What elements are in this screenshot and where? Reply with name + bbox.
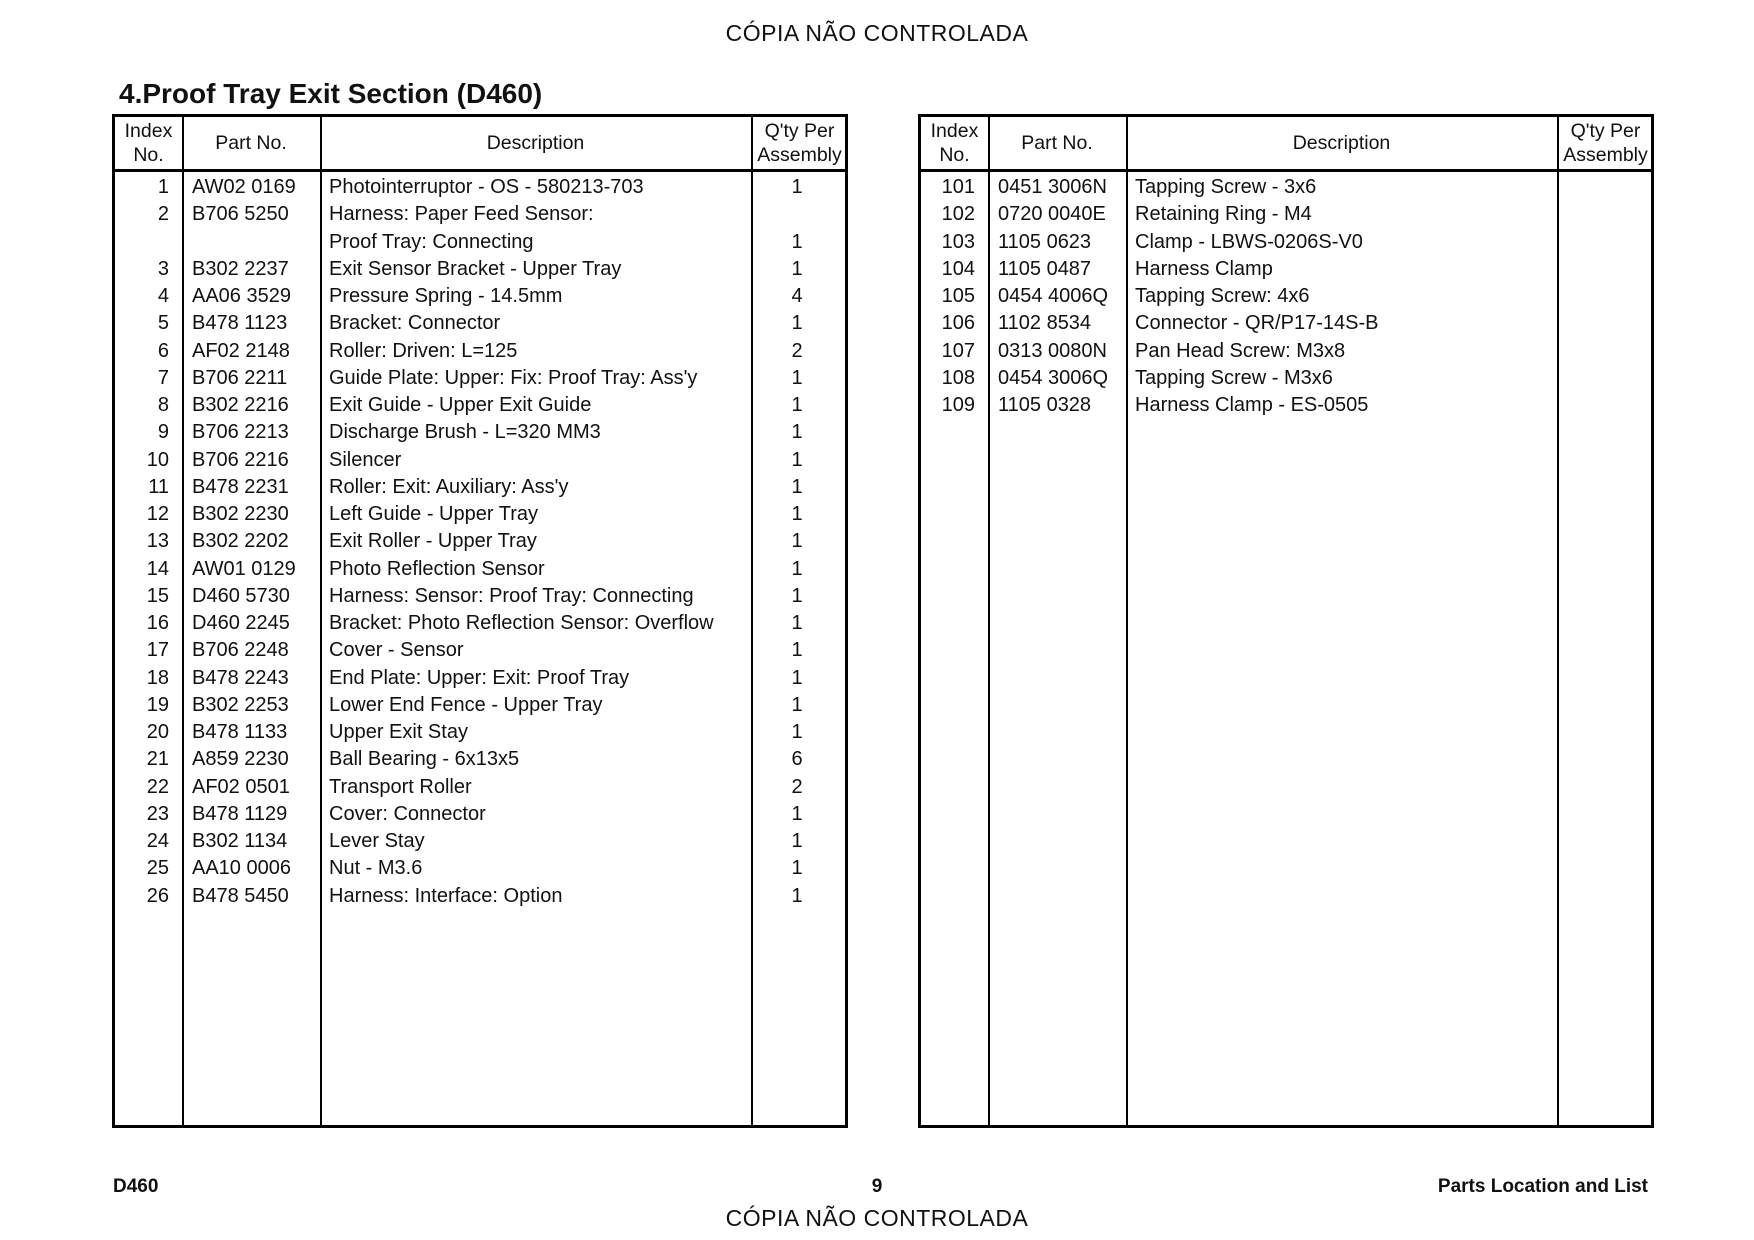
cell-qty: 1 — [791, 884, 803, 907]
cell-index: 25 — [146, 857, 169, 880]
cell-part-no: 0720 0040E — [998, 203, 1106, 226]
table-body-left — [115, 174, 845, 910]
table-row — [921, 365, 1651, 392]
cell-index: 12 — [146, 503, 169, 525]
table-row — [115, 338, 845, 365]
watermark-bottom: CÓPIA NÃO CONTROLADA — [725, 1205, 1029, 1231]
cell-qty: 2 — [791, 339, 803, 362]
cell-part-no: 0451 3006N — [998, 176, 1107, 198]
cell-qty: 1 — [791, 721, 803, 743]
table-row — [921, 392, 1651, 419]
cell-index: 3 — [157, 257, 169, 280]
table-row — [115, 174, 845, 201]
table-row — [115, 501, 845, 528]
cell-description: Exit Guide - Upper Exit Guide — [329, 394, 592, 416]
cell-index: 26 — [146, 884, 169, 907]
cell-part-no: AA06 3529 — [192, 285, 291, 307]
table-row — [115, 474, 845, 501]
cell-index: 9 — [157, 421, 169, 444]
cell-part-no: B478 1123 — [192, 312, 288, 335]
cell-qty: 1 — [791, 394, 803, 416]
cell-part-no: B302 1134 — [192, 830, 288, 852]
cell-description: Bracket: Connector — [329, 312, 501, 335]
header-qty: Q'ty Per Assembly — [757, 120, 842, 166]
cell-description: Roller: Exit: Auxiliary: Ass'y — [329, 475, 569, 498]
cell-part-no: D460 5730 — [192, 584, 290, 607]
cell-qty: 1 — [791, 666, 803, 689]
header-description: Description — [1292, 132, 1391, 154]
cell-description: Silencer — [329, 448, 402, 471]
cell-qty: 1 — [791, 584, 803, 607]
cell-index: 15 — [146, 584, 169, 607]
header-index: Index No. — [124, 120, 173, 166]
cell-description: Tapping Screw - 3x6 — [1135, 176, 1317, 198]
table-body-right — [921, 174, 1651, 419]
table-row — [115, 556, 845, 583]
table-row — [115, 855, 845, 882]
table-row — [921, 174, 1651, 201]
cell-index: 21 — [146, 748, 169, 771]
cell-index: 2 — [157, 203, 169, 226]
table-row — [115, 719, 845, 746]
cell-part-no: AF02 0501 — [192, 775, 290, 798]
cell-index: 108 — [941, 366, 975, 389]
cell-qty: 6 — [791, 748, 803, 771]
table-row — [921, 256, 1651, 283]
table-row — [115, 610, 845, 637]
cell-qty: 1 — [791, 857, 803, 880]
table-row — [115, 365, 845, 392]
cell-description: Pan Head Screw: M3x8 — [1135, 339, 1346, 362]
cell-part-no: 1105 0623 — [998, 230, 1092, 253]
cell-index: 101 — [941, 176, 975, 198]
cell-qty: 1 — [791, 557, 803, 580]
cell-part-no: B478 2231 — [192, 475, 289, 498]
table-row — [115, 665, 845, 692]
cell-qty: 1 — [791, 421, 803, 444]
cell-description: Clamp - LBWS-0206S-V0 — [1135, 230, 1363, 253]
cell-part-no: B706 2248 — [192, 639, 289, 662]
cell-qty: 1 — [791, 693, 803, 716]
cell-qty: 1 — [791, 366, 803, 389]
parts-table-right — [918, 114, 1654, 1128]
table-row — [115, 528, 845, 555]
cell-index: 8 — [157, 394, 169, 416]
cell-part-no: B706 2213 — [192, 421, 289, 444]
header-index: Index No. — [930, 120, 979, 166]
cell-index: 102 — [941, 203, 975, 226]
cell-part-no: B478 2243 — [192, 666, 289, 689]
cell-description: Harness: Paper Feed Sensor: — [329, 203, 594, 226]
table-row — [921, 338, 1651, 365]
cell-part-no: 0454 4006Q — [998, 285, 1109, 307]
table-row — [115, 801, 845, 828]
table-row — [115, 883, 845, 910]
table-row — [115, 774, 845, 801]
cell-qty: 1 — [791, 176, 803, 198]
cell-description: Pressure Spring - 14.5mm — [329, 285, 563, 307]
cell-part-no: B302 2202 — [192, 530, 289, 553]
cell-part-no: AF02 2148 — [192, 339, 290, 362]
cell-index: 10 — [146, 448, 169, 471]
table-row — [115, 746, 845, 773]
cell-part-no: B302 2237 — [192, 257, 289, 280]
cell-description: Harness Clamp - ES-0505 — [1135, 394, 1369, 416]
table-row — [921, 310, 1651, 337]
table-row — [921, 283, 1651, 310]
cell-description: Exit Roller - Upper Tray — [329, 530, 537, 553]
cell-part-no: AA10 0006 — [192, 857, 291, 880]
cell-qty: 1 — [791, 257, 803, 280]
cell-qty: 2 — [791, 775, 803, 798]
table-row — [115, 201, 845, 228]
table-row — [115, 419, 845, 446]
cell-part-no: 0313 0080N — [998, 339, 1107, 362]
cell-index: 11 — [148, 475, 169, 498]
cell-part-no: B706 2216 — [192, 448, 289, 471]
cell-part-no: 0454 3006Q — [998, 366, 1109, 389]
table-row — [921, 229, 1651, 256]
cell-description: Lever Stay — [329, 830, 425, 852]
cell-index: 5 — [157, 312, 169, 335]
cell-index: 109 — [941, 394, 975, 416]
cell-description: Connector - QR/P17-14S-B — [1135, 312, 1379, 335]
cell-qty: 1 — [791, 503, 803, 525]
cell-index: 104 — [941, 257, 975, 280]
table-row — [115, 637, 845, 664]
cell-part-no: 1105 0487 — [998, 257, 1092, 280]
cell-qty: 4 — [791, 285, 803, 307]
cell-qty: 1 — [791, 475, 803, 498]
cell-index: 24 — [146, 830, 169, 852]
cell-description: Left Guide - Upper Tray — [329, 503, 538, 525]
footer-page-number: 9 — [871, 1176, 883, 1197]
cell-index: 6 — [157, 339, 169, 362]
cell-description: Proof Tray: Connecting — [329, 230, 534, 253]
cell-index: 20 — [146, 721, 169, 743]
cell-description: Transport Roller — [329, 775, 472, 798]
cell-part-no: D460 2245 — [192, 612, 290, 634]
footer-model: D460 — [113, 1176, 159, 1197]
cell-part-no: 1102 8534 — [998, 312, 1092, 335]
page-title: 4.Proof Tray Exit Section (D460) — [119, 78, 543, 109]
cell-description: Ball Bearing - 6x13x5 — [329, 748, 520, 771]
table-row — [115, 283, 845, 310]
cell-part-no: AW02 0169 — [192, 176, 296, 198]
cell-qty: 1 — [791, 312, 803, 335]
cell-index: 13 — [146, 530, 169, 553]
cell-description: Harness Clamp — [1135, 257, 1273, 280]
cell-description: Exit Sensor Bracket - Upper Tray — [329, 257, 622, 280]
table-row — [921, 201, 1651, 228]
cell-description: Upper Exit Stay — [329, 721, 468, 743]
cell-description: Lower End Fence - Upper Tray — [329, 693, 603, 716]
table-row — [115, 692, 845, 719]
cell-description: Cover: Connector — [329, 802, 486, 825]
cell-part-no: B302 2253 — [192, 693, 289, 716]
header-part-no: Part No. — [1021, 132, 1093, 154]
cell-description: Photointerruptor - OS - 580213-703 — [329, 176, 644, 198]
cell-description: Harness: Sensor: Proof Tray: Connecting — [329, 584, 694, 607]
cell-index: 103 — [941, 230, 975, 253]
cell-description: End Plate: Upper: Exit: Proof Tray — [329, 666, 630, 689]
cell-index: 1 — [157, 176, 169, 198]
cell-description: Tapping Screw - M3x6 — [1135, 366, 1333, 389]
cell-description: Retaining Ring - M4 — [1135, 203, 1312, 226]
cell-index: 17 — [146, 639, 169, 662]
cell-index: 16 — [146, 612, 169, 634]
cell-part-no: B706 5250 — [192, 203, 289, 226]
cell-part-no: B302 2216 — [192, 394, 289, 416]
table-row — [115, 310, 845, 337]
cell-part-no: AW01 0129 — [192, 557, 296, 580]
table-row — [115, 447, 845, 474]
cell-index: 19 — [146, 693, 169, 716]
cell-part-no: B302 2230 — [192, 503, 289, 525]
cell-part-no: B706 2211 — [192, 366, 288, 389]
table-row — [115, 392, 845, 419]
table-row — [115, 583, 845, 610]
cell-qty: 1 — [791, 830, 803, 852]
cell-qty: 1 — [791, 639, 803, 662]
cell-index: 7 — [157, 366, 169, 389]
parts-table-left — [112, 114, 848, 1128]
cell-qty: 1 — [791, 530, 803, 553]
cell-qty: 1 — [791, 448, 803, 471]
table-row — [115, 256, 845, 283]
cell-description: Photo Reflection Sensor — [329, 557, 545, 580]
cell-part-no: B478 1133 — [192, 721, 288, 743]
header-qty: Q'ty Per Assembly — [1563, 120, 1648, 166]
cell-index: 105 — [941, 285, 975, 307]
table-row — [115, 229, 845, 256]
cell-qty: 1 — [791, 802, 803, 825]
cell-description: Bracket: Photo Reflection Sensor: Overflow — [329, 612, 714, 634]
cell-index: 18 — [146, 666, 169, 689]
cell-index: 106 — [941, 312, 975, 335]
cell-part-no: A859 2230 — [192, 748, 289, 771]
cell-part-no: B478 1129 — [192, 802, 288, 825]
cell-part-no: B478 5450 — [192, 884, 289, 907]
cell-description: Harness: Interface: Option — [329, 884, 563, 907]
header-divider — [921, 169, 1651, 172]
table-row — [115, 828, 845, 855]
cell-index: 107 — [941, 339, 975, 362]
cell-description: Cover - Sensor — [329, 639, 464, 662]
header-description: Description — [486, 132, 585, 154]
header-part-no: Part No. — [215, 132, 287, 154]
cell-description: Roller: Driven: L=125 — [329, 339, 518, 362]
cell-qty: 1 — [791, 612, 803, 634]
cell-index: 22 — [146, 775, 169, 798]
cell-description: Guide Plate: Upper: Fix: Proof Tray: Ass'y — [329, 366, 698, 389]
cell-description: Nut - M3.6 — [329, 857, 423, 880]
header-divider — [115, 169, 845, 172]
cell-description: Discharge Brush - L=320 MM3 — [329, 421, 601, 444]
cell-index: 4 — [157, 285, 169, 307]
cell-description: Tapping Screw: 4x6 — [1135, 285, 1310, 307]
cell-part-no: 1105 0328 — [998, 394, 1092, 416]
cell-index: 14 — [146, 557, 169, 580]
cell-qty: 1 — [791, 230, 803, 253]
watermark-top: CÓPIA NÃO CONTROLADA — [725, 20, 1029, 46]
footer-section-title: Parts Location and List — [1437, 1176, 1648, 1197]
cell-index: 23 — [146, 802, 169, 825]
